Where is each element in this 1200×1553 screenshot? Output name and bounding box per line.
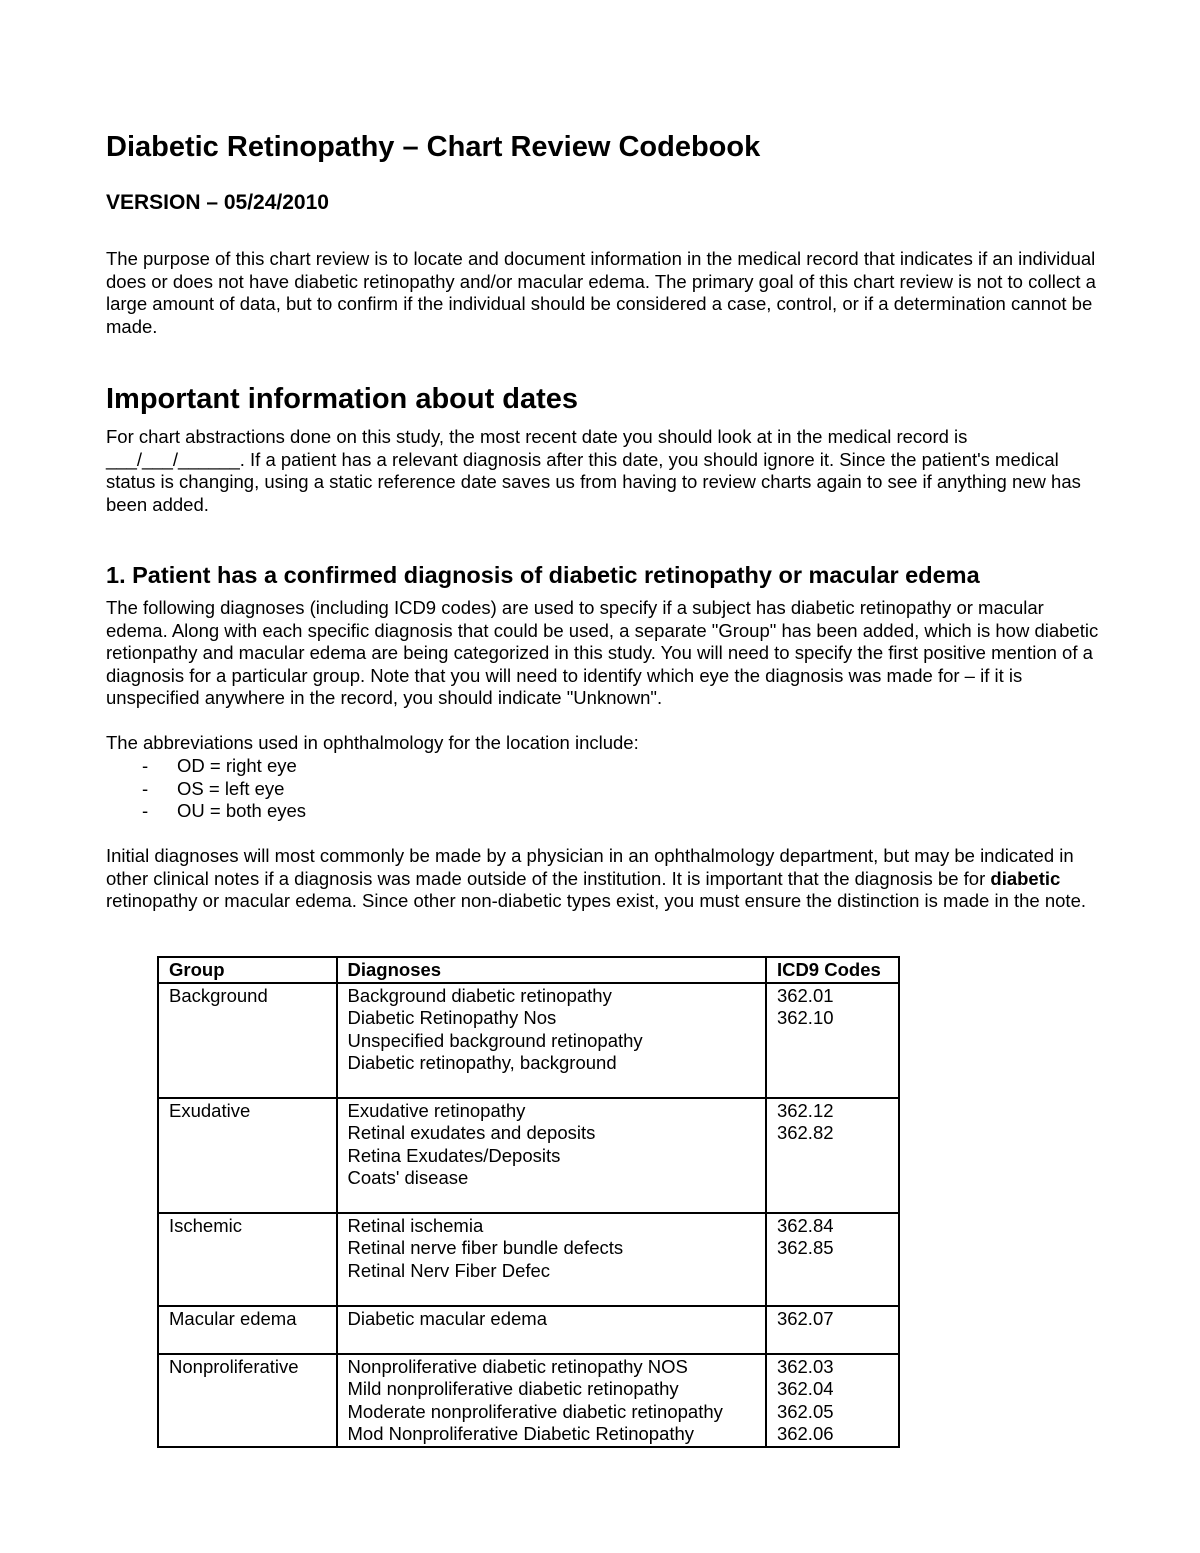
diagnosis: Nonproliferative diabetic retinopathy NOS bbox=[347, 1355, 688, 1377]
diagnosis: Diabetic retinopathy, background bbox=[347, 1052, 617, 1073]
abbreviations-list bbox=[142, 755, 306, 823]
initial-diagnoses-paragraph bbox=[106, 845, 1101, 913]
list-dash: - bbox=[142, 755, 149, 776]
abbreviation-text: OU = both eyes bbox=[177, 800, 307, 821]
diagnoses-cell bbox=[337, 983, 766, 1098]
icd9-code: 362.07 bbox=[776, 1307, 834, 1329]
icd9-code: 362.12 bbox=[776, 1099, 834, 1121]
table-row bbox=[158, 1098, 899, 1213]
diagnosis: Diabetic macular edema bbox=[347, 1307, 547, 1329]
abbreviation-item bbox=[142, 800, 306, 823]
header-group: Group bbox=[158, 957, 337, 983]
intro-paragraph: The purpose of this chart review is to locate and document information in the medical record that indicates if an individual does or does not have diabetic retinopathy and/or macular edema. The primary goal of this chart review is not to collect a large amount of data, but to confirm if the individual should be considered a case, control, or if a determination cannot be made. bbox=[106, 248, 1096, 337]
codes-cell bbox=[766, 1354, 899, 1447]
abbreviation-text: OS = left eye bbox=[177, 777, 285, 799]
initial-text-part-1: Initial diagnoses will most commonly be made by a physician in an ophthalmology department, but may be indicated in other clinical notes if a diagnosis was made outside of the institution. It is important that the diagnosis be for bbox=[106, 845, 1074, 889]
list-dash: - bbox=[142, 800, 149, 821]
table-header-row bbox=[158, 957, 899, 983]
icd9-code: 362.06 bbox=[776, 1423, 834, 1444]
abbreviation-item bbox=[142, 778, 306, 801]
icd9-code: 362.82 bbox=[776, 1122, 834, 1143]
table-row bbox=[158, 1354, 899, 1447]
diagnosis: Exudative retinopathy bbox=[347, 1099, 526, 1121]
header-icd9-codes: ICD9 Codes bbox=[766, 957, 899, 983]
dates-paragraph: For chart abstractions done on this study, the most recent date you should look at in the medical record is ___/___/______. If a patient has a relevant diagnosis after this date, you should ignore it. Since the patient's medical status is changing, using a static reference date saves us from having to review charts again to see if anything new has been added. bbox=[106, 426, 1081, 515]
diagnosis: Retinal Nerv Fiber Defec bbox=[347, 1259, 551, 1281]
diagnoses-cell bbox=[337, 1213, 766, 1306]
diagnoses-cell bbox=[337, 1306, 766, 1354]
group-cell: Exudative bbox=[158, 1098, 337, 1213]
diagnosis: Background diabetic retinopathy bbox=[347, 984, 612, 1006]
icd9-code: 362.85 bbox=[776, 1237, 834, 1258]
icd9-code: 362.01 bbox=[776, 984, 834, 1006]
diagnosis: Mild nonproliferative diabetic retinopathy bbox=[347, 1378, 679, 1399]
abbreviation-text: OD = right eye bbox=[177, 755, 297, 776]
version-label: VERSION – 05/24/2010 bbox=[106, 191, 329, 214]
section-1-heading: 1. Patient has a confirmed diagnosis of diabetic retinopathy or macular edema bbox=[106, 562, 980, 588]
group-cell: Macular edema bbox=[158, 1306, 337, 1354]
icd9-code: 362.84 bbox=[776, 1214, 834, 1236]
group-cell: Nonproliferative bbox=[158, 1354, 337, 1447]
group-cell: Ischemic bbox=[158, 1213, 337, 1306]
icd9-code: 362.05 bbox=[776, 1400, 834, 1422]
diagnosis: Coats' disease bbox=[347, 1167, 469, 1188]
table-row bbox=[158, 1306, 899, 1354]
diagnosis: Unspecified background retinopathy bbox=[347, 1029, 643, 1051]
section-1-paragraph: The following diagnoses (including ICD9 codes) are used to specify if a subject has diabetic retinopathy or macular edema. Along with each specific diagnosis that could be used, a separate "Group" has been added, which is how diabetic retionpathy and macular edema are being categorized in this study. You will need to specify the first positive mention of a diagnosis for a particular group. Note that you will need to identify which eye the diagnosis was made for – if it is unspecified anywhere in the record, you should indicate "Unknown". bbox=[106, 597, 1099, 708]
list-dash: - bbox=[142, 777, 149, 799]
header-diagnoses: Diagnoses bbox=[337, 957, 766, 983]
icd9-code: 362.10 bbox=[776, 1007, 834, 1028]
icd9-code: 362.03 bbox=[776, 1355, 834, 1377]
codes-cell bbox=[766, 1213, 899, 1306]
abbreviations-intro: The abbreviations used in ophthalmology for the location include: bbox=[106, 732, 639, 753]
table-row bbox=[158, 983, 899, 1098]
diagnoses-cell bbox=[337, 1098, 766, 1213]
icd9-codes-table bbox=[157, 956, 900, 1448]
document-title: Diabetic Retinopathy – Chart Review Codebook bbox=[106, 131, 761, 163]
abbreviation-item bbox=[142, 755, 306, 778]
codes-cell bbox=[766, 983, 899, 1098]
group-cell: Background bbox=[158, 983, 337, 1098]
table-row bbox=[158, 1213, 899, 1306]
diagnoses-cell bbox=[337, 1354, 766, 1447]
initial-text-emphasis: diabetic bbox=[990, 867, 1061, 889]
codes-cell bbox=[766, 1306, 899, 1354]
diagnosis: Moderate nonproliferative diabetic retinopathy bbox=[347, 1400, 723, 1422]
diagnosis: Diabetic Retinopathy Nos bbox=[347, 1007, 557, 1028]
diagnosis: Retina Exudates/Deposits bbox=[347, 1144, 561, 1166]
icd9-code: 362.04 bbox=[776, 1378, 834, 1399]
codes-cell bbox=[766, 1098, 899, 1213]
diagnosis: Mod Nonproliferative Diabetic Retinopathy bbox=[347, 1423, 695, 1444]
initial-text-part-2: retinopathy or macular edema. Since other non-diabetic types exist, you must ensure the distinction is made in the note. bbox=[106, 890, 1087, 911]
diagnosis: Retinal ischemia bbox=[347, 1214, 484, 1236]
diagnosis: Retinal nerve fiber bundle defects bbox=[347, 1237, 624, 1258]
dates-heading: Important information about dates bbox=[106, 383, 579, 415]
diagnosis: Retinal exudates and deposits bbox=[347, 1122, 596, 1143]
